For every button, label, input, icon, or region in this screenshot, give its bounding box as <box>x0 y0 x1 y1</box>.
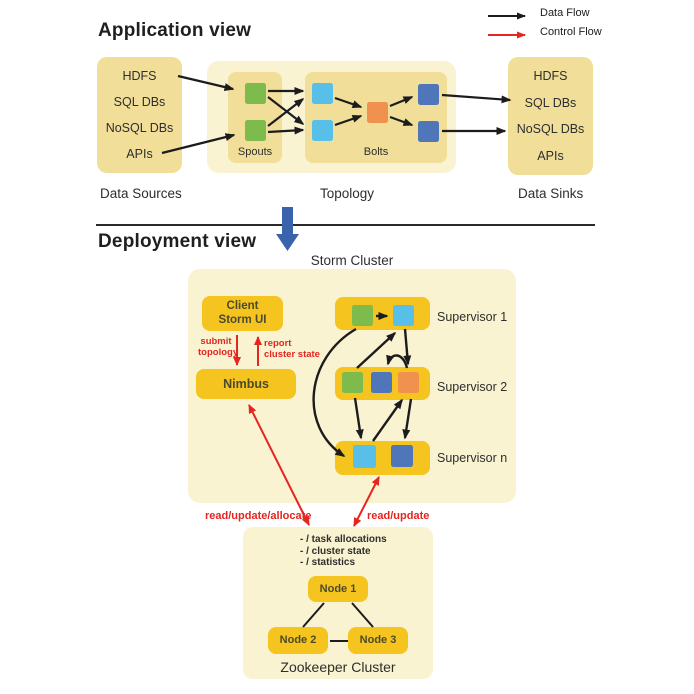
spouts-label: Spouts <box>237 146 273 158</box>
supervisor-n-bolt-task-2 <box>391 445 413 467</box>
section-divider <box>96 224 595 226</box>
client-storm-ui-box <box>202 296 283 331</box>
data-flow-legend-label: Data Flow <box>540 7 590 19</box>
topology-caption: Topology <box>320 186 375 201</box>
bolt-node-2 <box>312 120 333 141</box>
zookeeper-stored-items <box>300 534 387 569</box>
bolt-node-3 <box>367 102 388 123</box>
client-label-line2: Storm UI <box>218 313 267 326</box>
zookeeper-stored-item-task-allocations: - / task allocations <box>300 534 387 545</box>
read-update-allocate-label: read/update/allocate <box>205 510 312 522</box>
control-flow-arrow-icon <box>487 28 535 46</box>
data-sink-nosql-dbs: NoSQL DBs <box>516 122 585 137</box>
nimbus-label: Nimbus <box>223 377 269 391</box>
bolt-node-1 <box>312 83 333 104</box>
report-cluster-state-label: report cluster state <box>264 338 320 360</box>
zookeeper-stored-item-cluster-state: - / cluster state <box>300 545 371 557</box>
application-view-title: Application view <box>98 20 252 41</box>
supervisor-n-bolt-task-1 <box>353 445 376 468</box>
data-sinks-box <box>508 57 593 175</box>
data-sources-caption: Data Sources <box>100 186 182 201</box>
client-label-line1: Client <box>226 300 259 312</box>
spout-node-2 <box>245 120 266 141</box>
read-update-label: read/update <box>367 510 430 522</box>
supervisor-n-box <box>335 441 430 475</box>
supervisor-1-bolt-task <box>393 305 414 326</box>
zookeeper-cluster-caption: Zookeeper Cluster <box>280 659 396 675</box>
nimbus-box <box>196 369 296 399</box>
node-3-label: Node 3 <box>359 634 397 646</box>
spout-node-1 <box>245 83 266 104</box>
zookeeper-node-1-box <box>308 576 368 602</box>
data-source-nosql-dbs: NoSQL DBs <box>105 121 174 135</box>
data-sinks-caption: Data Sinks <box>518 186 584 201</box>
bolt-node-5 <box>418 121 439 142</box>
control-flow-legend-label: Control Flow <box>540 26 602 38</box>
supervisor-1-spout-task <box>352 305 373 326</box>
supervisor-2-bolt-task-1 <box>371 372 392 393</box>
data-sink-apis: APIs <box>537 148 564 163</box>
storm-cluster-caption: Storm Cluster <box>310 253 394 268</box>
data-sources-box <box>97 57 182 173</box>
zookeeper-stored-item-statistics: - / statistics <box>300 557 356 568</box>
supervisor-1-box <box>335 297 430 330</box>
data-source-hdfs: HDFS <box>122 69 157 83</box>
zookeeper-node-3-box <box>348 627 408 654</box>
data-sink-hdfs: HDFS <box>533 69 568 84</box>
zookeeper-node-2-box <box>268 627 328 654</box>
data-sink-sql-dbs: SQL DBs <box>524 95 577 110</box>
supervisor-1-label: Supervisor 1 <box>437 310 508 324</box>
supervisor-2-spout-task <box>342 372 363 393</box>
submit-topology-label: submit topology <box>198 336 239 358</box>
supervisor-2-bolt-task-2 <box>398 372 419 393</box>
section-down-arrow-icon <box>272 205 302 258</box>
supervisor-n-label: Supervisor n <box>437 451 508 465</box>
deployment-view-title: Deployment view <box>98 231 257 252</box>
data-source-apis: APIs <box>126 147 153 161</box>
supervisor-2-label: Supervisor 2 <box>437 380 508 394</box>
node-1-label: Node 1 <box>319 583 357 595</box>
bolts-label: Bolts <box>363 146 389 158</box>
bolt-node-4 <box>418 84 439 105</box>
data-flow-arrow-icon <box>487 9 535 27</box>
data-source-sql-dbs: SQL DBs <box>113 95 166 109</box>
node-2-label: Node 2 <box>279 634 317 646</box>
